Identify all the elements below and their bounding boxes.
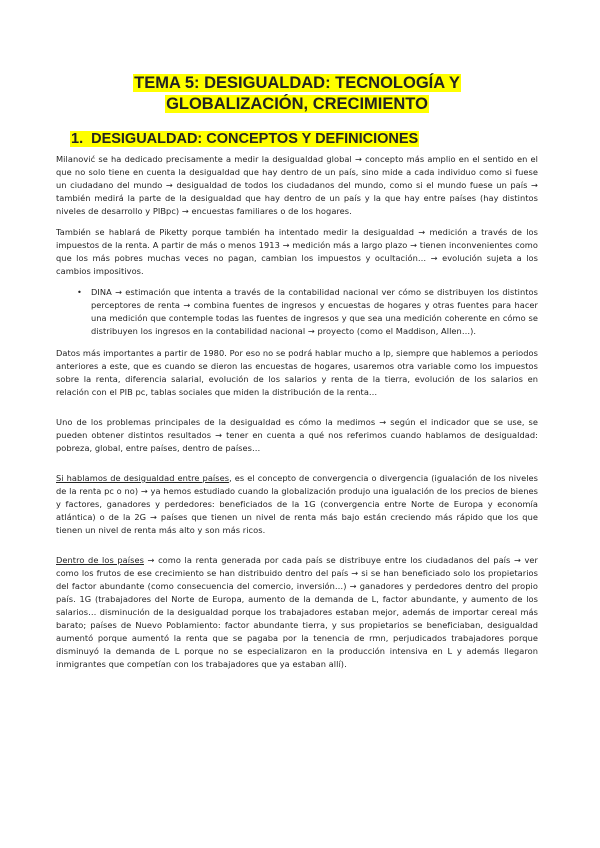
bullet-text: DINA → estimación que intenta a través de la contabilidad nacional ver cómo se distribuyen los distintos perceptores de renta → combina fuentes de ingresos y encuestas de hogares y otras fuentes para hacer una medición que contemple todas las fuentes de ingresos y que sea una medición coherente en cómo se distribuyen los ingresos en la contabilidad nacional → proyecto (como el Maddison, Allen…).	[91, 287, 538, 336]
paragraph-milanovic: Milanović se ha dedicado precisamente a medir la desigualdad global → concepto más amplio en el sentido en el que no solo tiene en cuenta la desigualdad que hay dentro de un país, sino mide a cada individuo como si fuese un ciudadano del mundo → desigualdad de todos los ciudadanos del mundo, como si el mundo fuese un país → también medirá la parte de la desigualdad que hay dentro de un país y la que hay entre países (hay distintos niveles de desarrollo y PIBpc) → encuestas familiares o de los hogares.	[56, 154, 538, 216]
page-title	[56, 73, 538, 115]
section-heading	[70, 130, 538, 149]
paragraph-dentro-paises	[56, 554, 538, 671]
title-line-2: GLOBALIZACIÓN, CRECIMIENTO	[166, 95, 428, 113]
paragraph-text: → como la renta generada por cada país se distribuye entre los ciudadanos del país → ver como los frutos de ese crecimiento se han distribuido dentro del país → si se han beneficiado solo los propietarios del factor abundante (como consecuencia del comercio, inversión…) → ganadores y perdedores dentro del propio país. 1G (trabajadores del Norte de Europa, aumento de la demanda de L, factor abundante, y aumento de los salarios… disminución de la desigualdad porque los trabajadores estaban mejor, además de importar cereal más barato; países de Nuevo Poblamiento: factor abundante tierra, y sus propietarios se beneficiaban, desigualdad aumentó porque aumentó la renta que se pagaba por la tenencia de rmn, perjudicados trabajadores porque disminuyó la demanda de L porque no se especializaron en la producción intensiva en L y además llegaron inmigrantes que competían con los trabajadores que ya estaban allí).	[56, 555, 538, 669]
paragraph-problemas: Uno de los problemas principales de la desigualdad es cómo la medimos → según el indicador que se use, se pueden obtener distintos resultados → tener en cuenta a qué nos referimos cuando hablamos de desigualdad: pobreza, global, entre países, dentro de países…	[56, 417, 538, 453]
bullet-mark: •	[77, 287, 82, 297]
paragraph-piketty: También se hablará de Piketty porque también ha intentado medir la desigualdad → medición a través de los impuestos de la renta. A partir de más o menos 1913 → medición más a largo plazo → tienen inconvenientes como que los más pobres muchas veces no pagan, cambian los impuestos y ocultación… → evolución sujeta a los cambios impositivos.	[56, 227, 538, 276]
paragraph-text: , es el concepto de convergencia o divergencia (igualación de los niveles de la renta pc o no) → ya hemos estudiado cuando la globalización produjo una igualación de los precios de bienes y factores, ganadores y perdedores: beneficiados de la 1G (convergencia entre Norte de Europa y economía atlántica) o de la 2G → países que tienen un nivel de renta más bajo están creciendo más rápido que los que tienen un nivel de renta más alto y son más ricos.	[56, 473, 539, 535]
paragraph-datos: Datos más importantes a partir de 1980. Por eso no se podrá hablar mucho a lp, siempre que hablemos a periodos anteriores a este, que es cuando se dieron las encuestas de hogares, usaremos otra variable como los impuestos sobre la renta, diferencia salarial, evolución de los salarios y renta de la tierra, evolución de los salarios en relación con el PIB pc, tablas sociales que miden la distribución de la renta…	[56, 348, 538, 397]
list-item	[77, 286, 538, 338]
section-heading-highlight	[70, 131, 419, 147]
section-title: DESIGUALDAD: CONCEPTOS Y DEFINICIONES	[91, 131, 419, 147]
section-number: 1.	[71, 131, 84, 147]
bullet-list	[56, 286, 538, 338]
title-line-1: TEMA 5: DESIGUALDAD: TECNOLOGÍA Y	[134, 74, 460, 92]
underlined-lead: Si hablamos de desigualdad entre países	[56, 473, 230, 483]
underlined-lead: Dentro de los países	[56, 555, 144, 565]
paragraph-entre-paises	[56, 472, 538, 537]
